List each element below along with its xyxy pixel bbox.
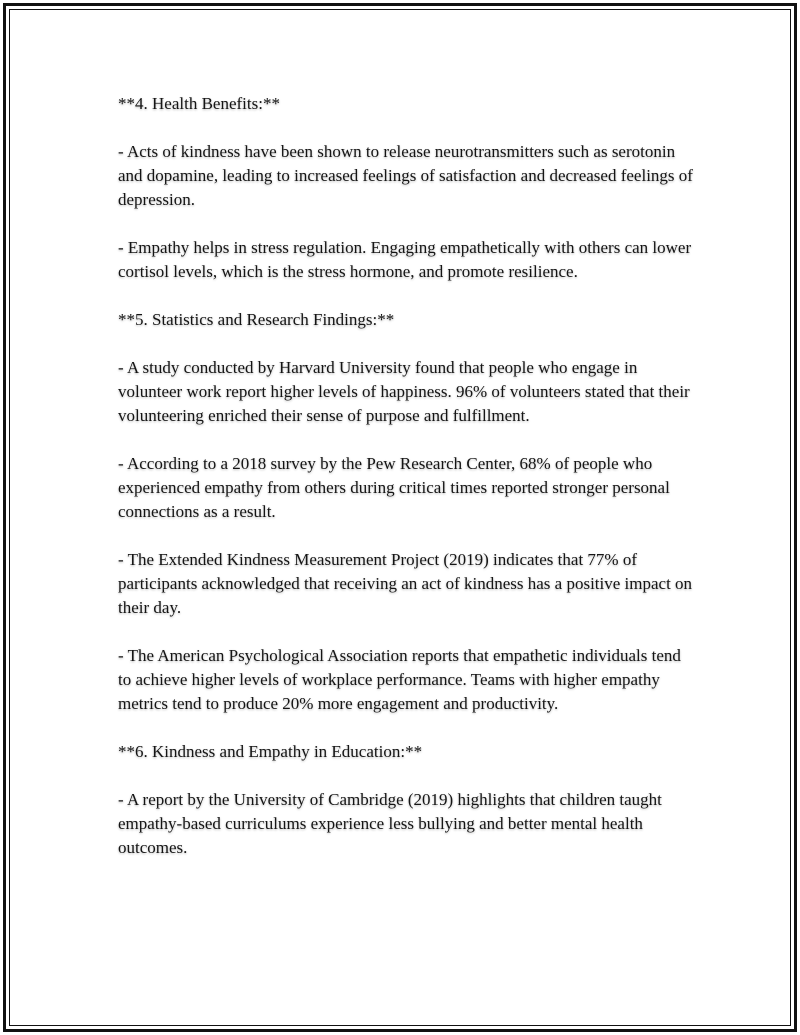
bullet-cambridge-report: - A report by the University of Cambridge (2019) highlights that children taught empathy-based curriculums experience less bullying and better mental health outcomes. — [118, 790, 662, 857]
bullet-apa-report: - The American Psychological Association reports that empathetic individuals tend to achieve higher levels of workplace performance. Teams with higher empathy metrics tend to produce 20% more engagement and productivity. — [118, 646, 681, 713]
document-body — [118, 92, 698, 884]
bullet-pew-survey: - According to a 2018 survey by the Pew Research Center, 68% of people who experienced empathy from others during critical times reported stronger personal connections as a result. — [118, 454, 670, 521]
bullet-kindness-project: - The Extended Kindness Measurement Project (2019) indicates that 77% of participants acknowledged that receiving an act of kindness has a positive impact on their day. — [118, 550, 693, 617]
bullet-neurotransmitters: - Acts of kindness have been shown to release neurotransmitters such as serotonin and dopamine, leading to increased feelings of satisfaction and decreased feelings of depression. — [118, 142, 693, 209]
section-heading-health-benefits: **4. Health Benefits:** — [118, 94, 280, 113]
bullet-harvard-study: - A study conducted by Harvard University found that people who engage in volunteer work report higher levels of happiness. 96% of volunteers stated that their volunteering enriched their sense of purpose and fulfillment. — [118, 358, 690, 425]
bullet-stress-regulation: - Empathy helps in stress regulation. Engaging empathetically with others can lower cortisol levels, which is the stress hormone, and promote resilience. — [118, 238, 692, 281]
section-heading-education: **6. Kindness and Empathy in Education:** — [118, 742, 423, 761]
section-heading-statistics: **5. Statistics and Research Findings:** — [118, 310, 395, 329]
